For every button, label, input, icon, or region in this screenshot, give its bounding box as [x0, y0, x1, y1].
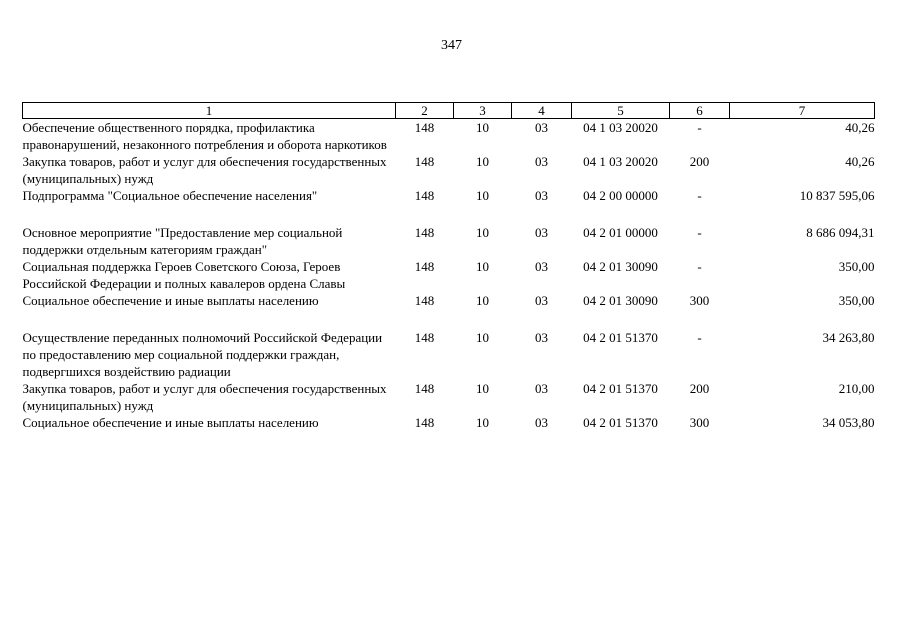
table-row — [23, 119, 875, 154]
row-ved: 148 — [414, 293, 435, 308]
row-amount: 34 053,80 — [822, 415, 875, 430]
row-name: Закупка товаров, работ и услуг для обеспечения государственных (муниципальных) нужд — [22, 381, 387, 413]
row-amount: 10 837 595,06 — [799, 188, 875, 203]
row-vr: - — [697, 188, 702, 203]
row-ved: 148 — [414, 415, 435, 430]
row-spacer — [23, 309, 875, 329]
row-csr: 04 1 03 20020 — [583, 120, 658, 135]
row-spacer — [23, 204, 875, 224]
row-amount: 34 263,80 — [822, 330, 875, 345]
row-rz: 10 — [476, 225, 489, 240]
row-csr: 04 2 01 51370 — [583, 381, 658, 396]
row-ved: 148 — [414, 188, 435, 203]
row-csr: 04 2 01 00000 — [583, 225, 658, 240]
row-name: Осуществление переданных полномочий Российской Федерации по предоставлению мер социальной поддержки граждан, подвергшихся воздействию радиации — [22, 330, 383, 379]
row-csr: 04 2 01 51370 — [583, 330, 658, 345]
row-rz: 10 — [476, 330, 489, 345]
row-csr: 04 1 03 20020 — [583, 154, 658, 169]
page-number: 347 — [441, 38, 462, 53]
row-rz: 10 — [476, 293, 489, 308]
row-csr: 04 2 01 30090 — [583, 259, 658, 274]
row-rz: 10 — [476, 259, 489, 274]
table-row — [23, 380, 875, 414]
row-name: Обеспечение общественного порядка, профилактика правонарушений, незаконного потребления и оборота наркотиков — [22, 120, 387, 152]
row-ved: 148 — [414, 259, 435, 274]
table-row — [23, 329, 875, 380]
row-rz: 10 — [476, 188, 489, 203]
row-rz: 10 — [476, 381, 489, 396]
row-name: Подпрограмма "Социальное обеспечение населения" — [22, 188, 318, 203]
row-ved: 148 — [414, 330, 435, 345]
row-amount: 40,26 — [845, 154, 875, 169]
table-row — [23, 187, 875, 204]
header-col-2: 2 — [396, 103, 454, 119]
row-vr: - — [697, 330, 702, 345]
row-ved: 148 — [414, 225, 435, 240]
row-ved: 148 — [414, 381, 435, 396]
budget-table — [22, 102, 875, 431]
row-name: Социальное обеспечение и иные выплаты населению — [22, 293, 319, 308]
row-amount: 350,00 — [838, 293, 875, 308]
row-vr: - — [697, 259, 702, 274]
row-csr: 04 2 01 30090 — [583, 293, 658, 308]
row-vr: - — [697, 225, 702, 240]
row-vr: - — [697, 120, 702, 135]
row-pr: 03 — [535, 188, 548, 203]
header-col-5: 5 — [572, 103, 670, 119]
table-row — [23, 224, 875, 258]
row-rz: 10 — [476, 120, 489, 135]
row-rz: 10 — [476, 415, 489, 430]
row-amount: 350,00 — [838, 259, 875, 274]
row-pr: 03 — [535, 293, 548, 308]
row-pr: 03 — [535, 259, 548, 274]
table-row — [23, 258, 875, 292]
header-col-3: 3 — [454, 103, 512, 119]
row-pr: 03 — [535, 225, 548, 240]
table-row — [23, 414, 875, 431]
row-pr: 03 — [535, 415, 548, 430]
header-col-6: 6 — [670, 103, 730, 119]
row-ved: 148 — [414, 154, 435, 169]
header-col-4: 4 — [512, 103, 572, 119]
row-pr: 03 — [535, 120, 548, 135]
row-rz: 10 — [476, 154, 489, 169]
table-row — [23, 153, 875, 187]
table-header-row — [23, 103, 875, 119]
row-amount: 210,00 — [838, 381, 875, 396]
header-col-1: 1 — [23, 103, 396, 119]
row-amount: 40,26 — [845, 120, 875, 135]
row-name: Закупка товаров, работ и услуг для обеспечения государственных (муниципальных) нужд — [22, 154, 387, 186]
row-pr: 03 — [535, 330, 548, 345]
row-name: Социальное обеспечение и иные выплаты населению — [22, 415, 319, 430]
header-col-7: 7 — [730, 103, 875, 119]
row-pr: 03 — [535, 381, 548, 396]
row-pr: 03 — [535, 154, 548, 169]
table-row — [23, 292, 875, 309]
row-ved: 148 — [414, 120, 435, 135]
row-vr: 200 — [689, 381, 710, 396]
row-amount: 8 686 094,31 — [806, 225, 875, 240]
row-vr: 200 — [689, 154, 710, 169]
row-vr: 300 — [689, 415, 710, 430]
row-vr: 300 — [689, 293, 710, 308]
row-name: Социальная поддержка Героев Советского Союза, Героев Российской Федерации и полных кавалеров ордена Славы — [22, 259, 346, 291]
row-csr: 04 2 00 00000 — [583, 188, 658, 203]
row-name: Основное мероприятие "Предоставление мер социальной поддержки отдельным категориям граждан" — [22, 225, 343, 257]
row-csr: 04 2 01 51370 — [583, 415, 658, 430]
